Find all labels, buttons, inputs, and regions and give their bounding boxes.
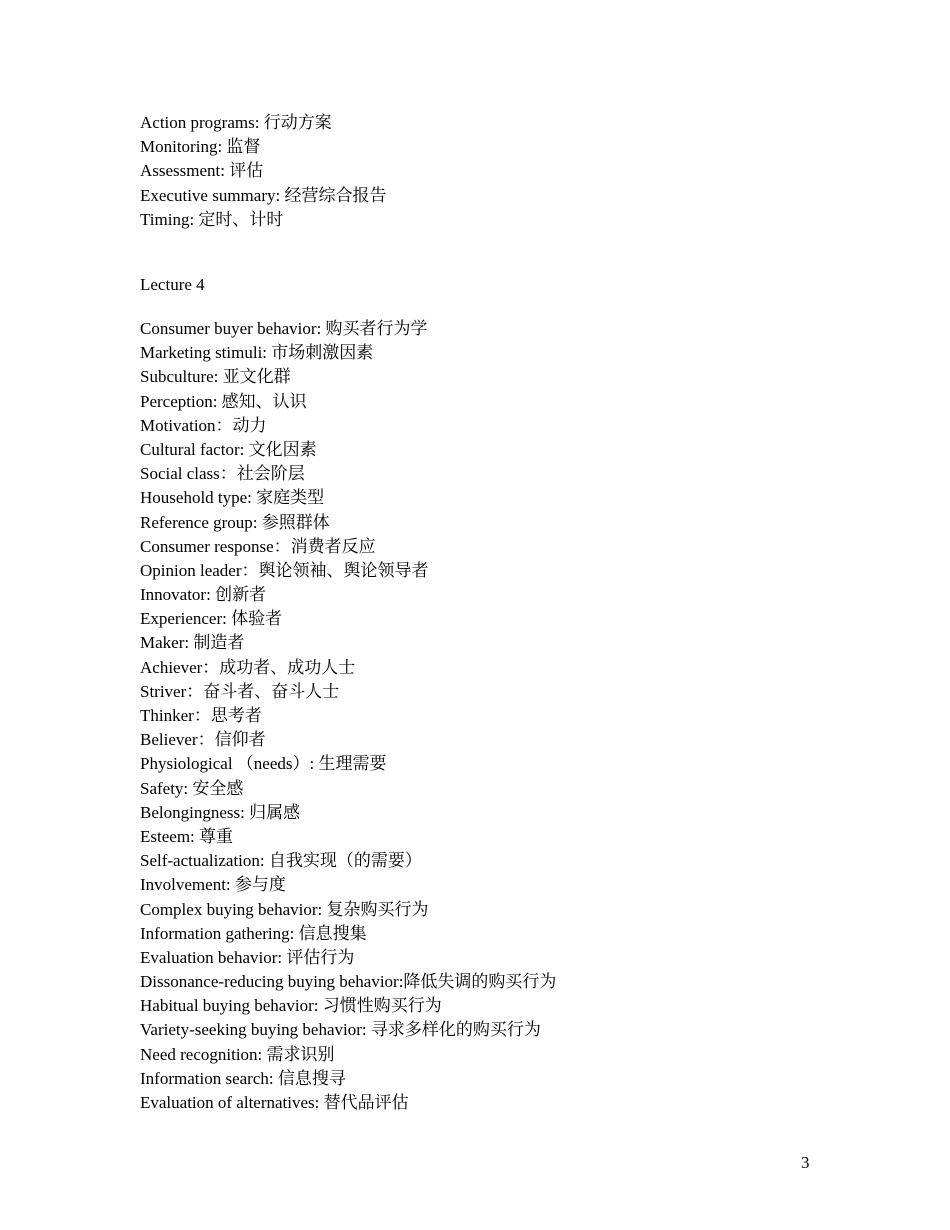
term-line: Opinion leader：舆论领袖、舆论领导者 — [140, 560, 429, 580]
top-term-list — [140, 111, 386, 232]
term-line: Need recognition: 需求识别 — [140, 1044, 335, 1064]
lecture-term-list — [140, 317, 556, 1115]
term-line: Innovator: 创新者 — [140, 585, 267, 605]
term-line: Information gathering: 信息搜集 — [140, 923, 367, 943]
term-line: Cultural factor: 文化因素 — [140, 439, 317, 459]
term-line: Motivation：动力 — [140, 415, 267, 435]
term-line: Perception: 感知、认识 — [140, 391, 307, 411]
term-line: Self-actualization: 自我实现（的需要） — [140, 851, 422, 871]
term-line: Safety: 安全感 — [140, 778, 244, 798]
term-line: Executive summary: 经营综合报告 — [140, 185, 387, 205]
term-line: Striver：奋斗者、奋斗人士 — [140, 681, 340, 701]
lecture-heading: Lecture 4 — [140, 275, 205, 294]
page-number: 3 — [801, 1153, 810, 1172]
term-line: Thinker：思考者 — [140, 706, 262, 725]
term-line: Reference group: 参照群体 — [140, 512, 330, 532]
term-line: Physiological （needs）: 生理需要 — [140, 754, 387, 774]
term-line: Information search: 信息搜寻 — [140, 1068, 346, 1088]
term-line: Assessment: 评估 — [140, 161, 264, 181]
term-line: Involvement: 参与度 — [140, 875, 286, 895]
term-line: Belongingness: 归属感 — [140, 802, 301, 822]
term-line: Experiencer: 体验者 — [140, 609, 283, 629]
term-line: Dissonance-reducing buying behavior:降低失调的购买行为 — [140, 972, 557, 992]
term-line: Household type: 家庭类型 — [140, 488, 325, 508]
term-line: Complex buying behavior: 复杂购买行为 — [140, 899, 429, 919]
term-line: Evaluation behavior: 评估行为 — [140, 947, 355, 967]
term-line: Action programs: 行动方案 — [140, 113, 332, 132]
term-line: Subculture: 亚文化群 — [140, 367, 291, 387]
term-line: Social class：社会阶层 — [140, 464, 305, 484]
term-line: Marketing stimuli: 市场刺激因素 — [140, 343, 374, 363]
term-line: Consumer response：消费者反应 — [140, 536, 376, 556]
term-line: Habitual buying behavior: 习惯性购买行为 — [140, 996, 442, 1016]
term-line: Consumer buyer behavior: 购买者行为学 — [140, 319, 428, 338]
term-line: Maker: 制造者 — [140, 633, 245, 653]
term-line: Believer：信仰者 — [140, 730, 266, 750]
term-line: Variety-seeking buying behavior: 寻求多样化的购买行为 — [140, 1020, 541, 1040]
term-line: Timing: 定时、计时 — [140, 209, 284, 229]
term-line: Achiever：成功者、成功人士 — [140, 657, 356, 677]
term-line: Evaluation of alternatives: 替代品评估 — [140, 1093, 409, 1112]
term-line: Esteem: 尊重 — [140, 826, 234, 846]
term-line: Monitoring: 监督 — [140, 137, 261, 157]
